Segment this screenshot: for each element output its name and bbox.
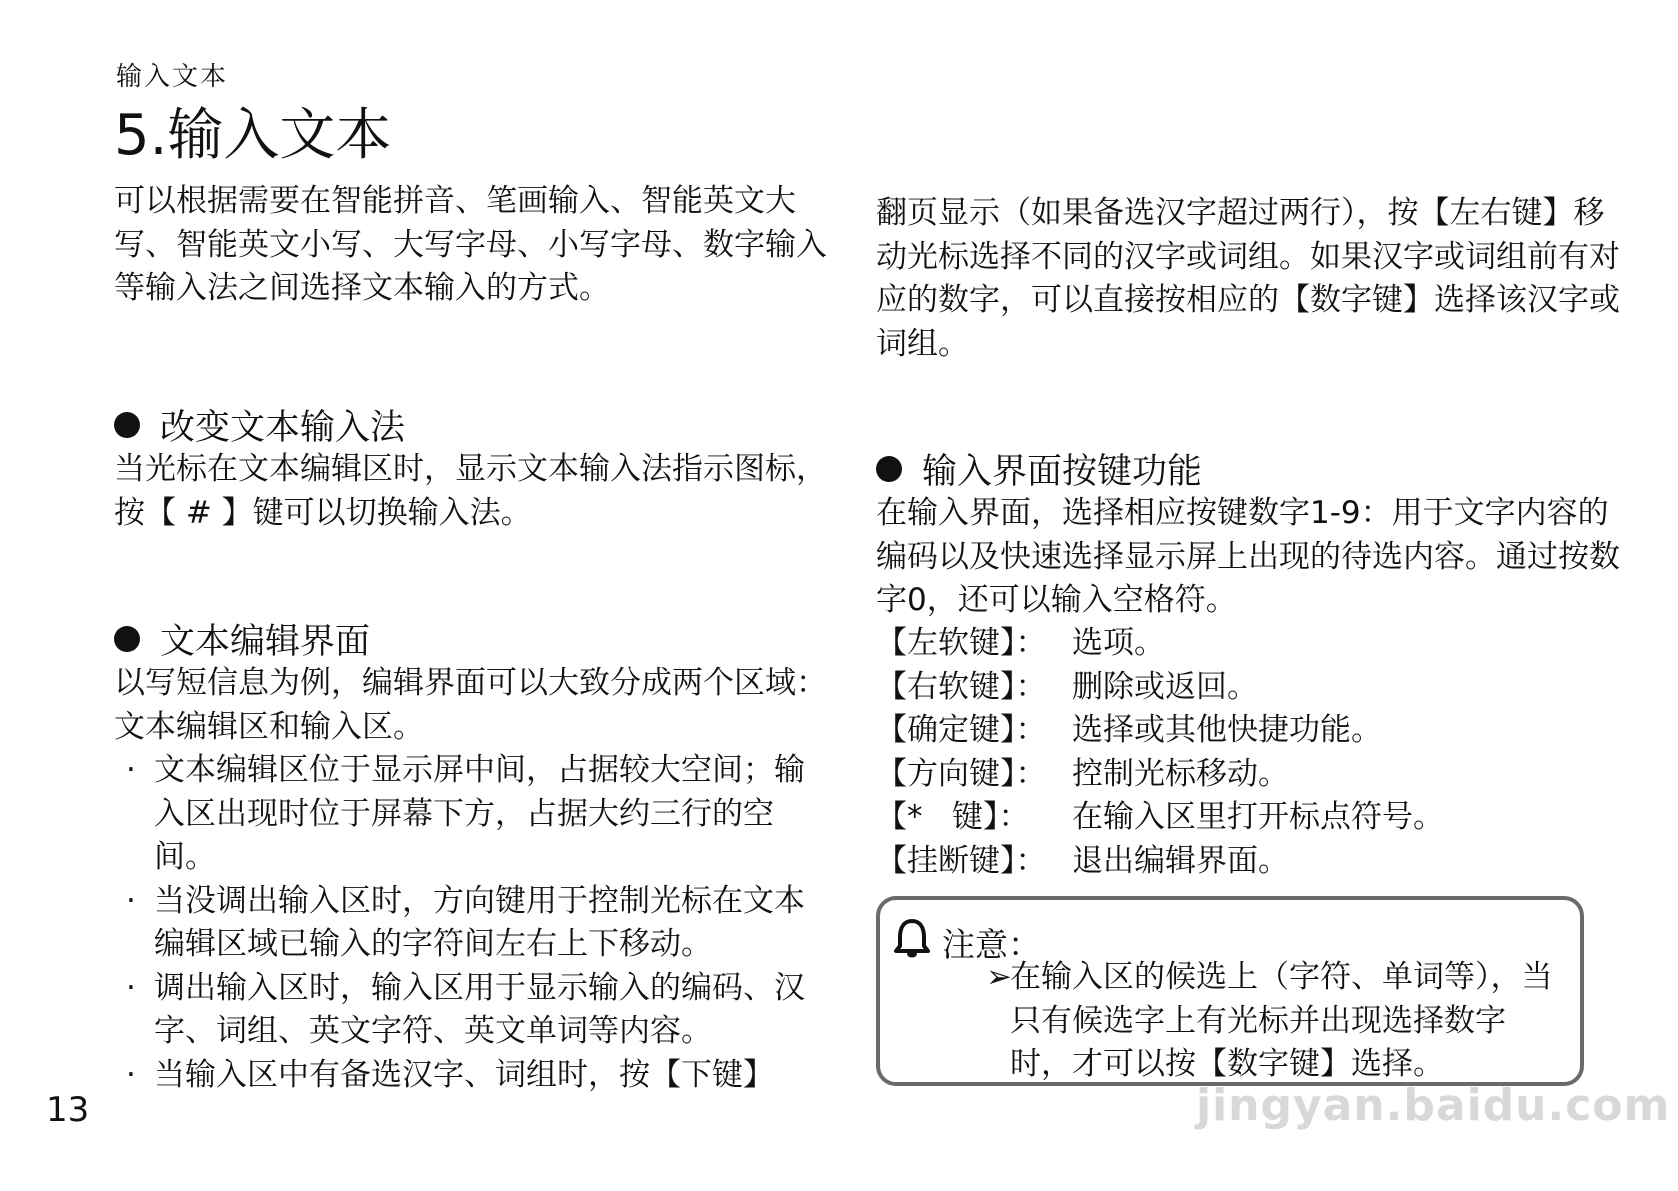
list-item <box>114 880 834 967</box>
page-number: 13 <box>46 1090 90 1130</box>
bullet-mark: · <box>126 969 136 1006</box>
key-description: 删除或返回。 <box>1072 668 1258 705</box>
list-item <box>876 840 1626 884</box>
note-label: 注意： <box>942 924 1041 964</box>
bullet-dot-icon <box>114 412 140 438</box>
section-heading-text: 输入界面按键功能 <box>922 452 1203 492</box>
edit-interface-paragraph: 以写短信息为例，编辑界面可以大致分成两个区域：文本编辑区和输入区。 <box>114 665 827 745</box>
list-item-text: 当输入区中有备选汉字、词组时，按【下键】 <box>154 1056 774 1093</box>
list-item <box>876 622 1626 666</box>
bullet-mark: · <box>126 752 136 788</box>
list-item <box>876 666 1626 710</box>
list-item <box>114 749 834 880</box>
list-item <box>114 967 834 1054</box>
list-item-text: 当没调出输入区时，方向键用于控制光标在文本编辑区域已输入的字符间左右上下移动。 <box>154 882 805 962</box>
arrow-bullet-icon: ➢ <box>986 959 1012 995</box>
key-description: 选项。 <box>1072 625 1165 661</box>
key-description: 在输入区里打开标点符号。 <box>1072 799 1444 835</box>
continuation-paragraph: 翻页显示（如果备选汉字超过两行），按【左右键】移动光标选择不同的汉字或词组。如果汉字或词组前有对应的数字，可以直接按相应的【数字键】选择该汉字或词组。 <box>876 195 1620 362</box>
key-name: 【挂断键】： <box>876 842 1047 879</box>
list-item-text: 调出输入区时，输入区用于显示输入的编码、汉字、词组、英文字符、英文单词等内容。 <box>154 969 805 1049</box>
intro-paragraph: 可以根据需要在智能拼音、笔画输入、智能英文大写、智能英文小写、大写字母、小写字母、数字输入等输入法之间选择文本输入的方式。 <box>114 183 827 306</box>
key-functions-paragraph: 在输入界面，选择相应按键数字1-9：用于文字内容的编码以及快速选择显示屏上出现的待选内容。通过按数字0，还可以输入空格符。 <box>876 495 1620 618</box>
section-heading-text: 文本编辑界面 <box>160 622 371 662</box>
key-description: 选择或其他快捷功能。 <box>1072 712 1382 748</box>
running-head: 输入文本 <box>116 62 229 92</box>
page-title: 5.输入文本 <box>114 103 392 168</box>
list-item <box>876 753 1626 797</box>
bullet-mark: · <box>126 1056 136 1093</box>
note-body <box>986 956 1566 1087</box>
note-text: 在输入区的候选上（字符、单词等），当只有候选字上有光标并出现选择数字时，才可以按【数字键】选择。 <box>1010 959 1553 1082</box>
section-heading-key-functions <box>876 444 1626 494</box>
list-item <box>114 1054 834 1098</box>
bullet-dot-icon <box>876 456 902 482</box>
key-name: 【确定键】： <box>876 712 1047 748</box>
bullet-dot-icon <box>114 626 140 652</box>
key-description: 控制光标移动。 <box>1072 755 1289 792</box>
watermark: jingyan.baidu.com <box>1196 1080 1671 1131</box>
list-item-text: 文本编辑区位于显示屏中间，占据较大空间；输入区出现时位于屏幕下方，占据大约三行的空间。 <box>154 752 805 875</box>
section-heading-text: 改变文本输入法 <box>160 408 406 448</box>
section-heading-change-input <box>114 400 834 450</box>
list-item <box>876 796 1626 840</box>
section-heading-edit-interface <box>114 614 834 664</box>
key-name: 【方向键】： <box>876 755 1047 792</box>
note-box <box>876 896 1584 1086</box>
bell-icon <box>890 916 942 968</box>
key-function-list <box>876 622 1626 883</box>
change-input-paragraph: 当光标在文本编辑区时，显示文本输入法指示图标，按【 # 】键可以切换输入法。 <box>114 451 827 531</box>
bullet-mark: · <box>126 882 136 919</box>
key-description: 退出编辑界面。 <box>1072 842 1289 879</box>
list-item <box>876 709 1626 753</box>
key-name: 【左软键】： <box>876 625 1047 661</box>
key-name: 【* 键】： <box>876 799 1030 835</box>
key-name: 【右软键】： <box>876 668 1047 705</box>
edit-interface-bullet-list <box>114 749 834 1097</box>
